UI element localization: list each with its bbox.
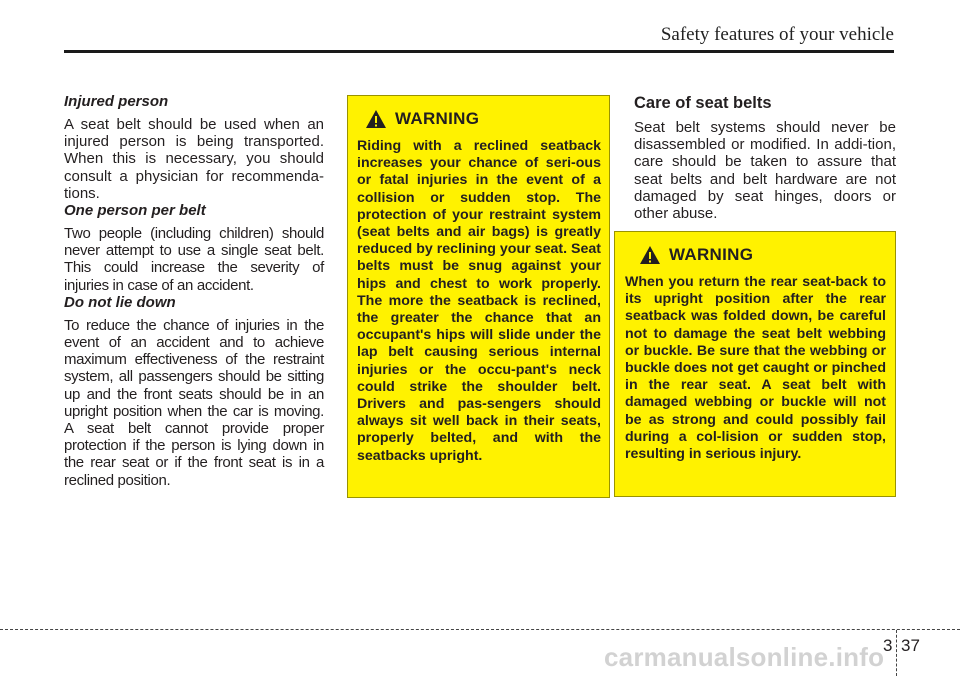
section-body: To reduce the chance of injuries in the event of an accident and to achieve maximum effectiveness of the restraint system, all passengers should be sitting up and the front seats should be in an upright position when the car is moving. A seat belt cannot provide proper protection if the person is lying down in the rear seat or if the front seat is in a reclined position. — [64, 316, 324, 489]
page-header-title: Safety features of your vehicle — [660, 24, 894, 45]
warning-triangle-icon — [639, 245, 661, 265]
section-heading: One person per belt — [64, 202, 206, 220]
section-heading: Injured person — [64, 93, 169, 110]
section-heading-care-of-seat-belts: Care of seat belts — [634, 94, 772, 112]
section-body: Seat belt systems should never be disassembled or modified. In addi-tion, care should be taken to assure that seat belts and belt hardware are not damaged by seat hinges, doors or other abuse. — [634, 119, 896, 223]
warning-header — [357, 104, 601, 134]
warning-text: When you return the rear seat-back to its upright position after the rear seatback was folded down, be careful not to damage the seat belt webbing or buckle. Be sure that the webbing or buckle does not get caught or pinched in the rear seat. A seat belt with damaged webbing or buckle will not be as strong and could possibly fail during a col-lision or sudden stop, resulting in serious injury. — [625, 274, 886, 463]
warning-header — [625, 240, 886, 270]
section-do-not-lie-down — [64, 294, 324, 489]
page-number: 37 — [901, 636, 920, 655]
warning-label: WARNING — [669, 245, 754, 264]
section-body: Two people (including children) should never attempt to use a single seat belt. This could increase the severity of injuries in case of an accident. — [64, 225, 324, 294]
section-injured-person — [64, 93, 324, 202]
chapter-number: 3 — [883, 636, 893, 655]
warning-label: WARNING — [395, 109, 480, 128]
warning-text: Riding with a reclined seatback increases your chance of seri-ous or fatal injuries in the event of a collision or sudden stop. The protection of your restraint system (seat belts and air bags) is greatly reduced by reclining your seat. Seat belts must be snug against your hips and chest to work properly. The more the seatback is reclined, the greater the chance that an occupant's hips will slide under the lap belt causing serious internal injuries or the occu-pant's neck could strike the shoulder belt. Drivers and pas-sengers should always sit well back in their seats, properly belted, and with the seatbacks upright. — [357, 138, 601, 464]
warning-box-rear-seatback — [614, 231, 896, 497]
page-number-separator — [896, 630, 897, 676]
watermark: carmanualsonline.info — [604, 642, 885, 672]
section-heading: Do not lie down — [64, 293, 176, 311]
header-divider — [64, 50, 894, 53]
footer-divider — [0, 629, 960, 630]
section-one-person-per-belt — [64, 202, 324, 294]
section-body: A seat belt should be used when an injured person is being transported. When this is necessary, you should consult a physician for recommenda-tions. — [64, 116, 324, 202]
warning-triangle-icon — [365, 109, 387, 129]
right-column — [634, 93, 896, 222]
warning-box-reclined-seatback — [347, 95, 610, 498]
left-column — [64, 93, 324, 489]
